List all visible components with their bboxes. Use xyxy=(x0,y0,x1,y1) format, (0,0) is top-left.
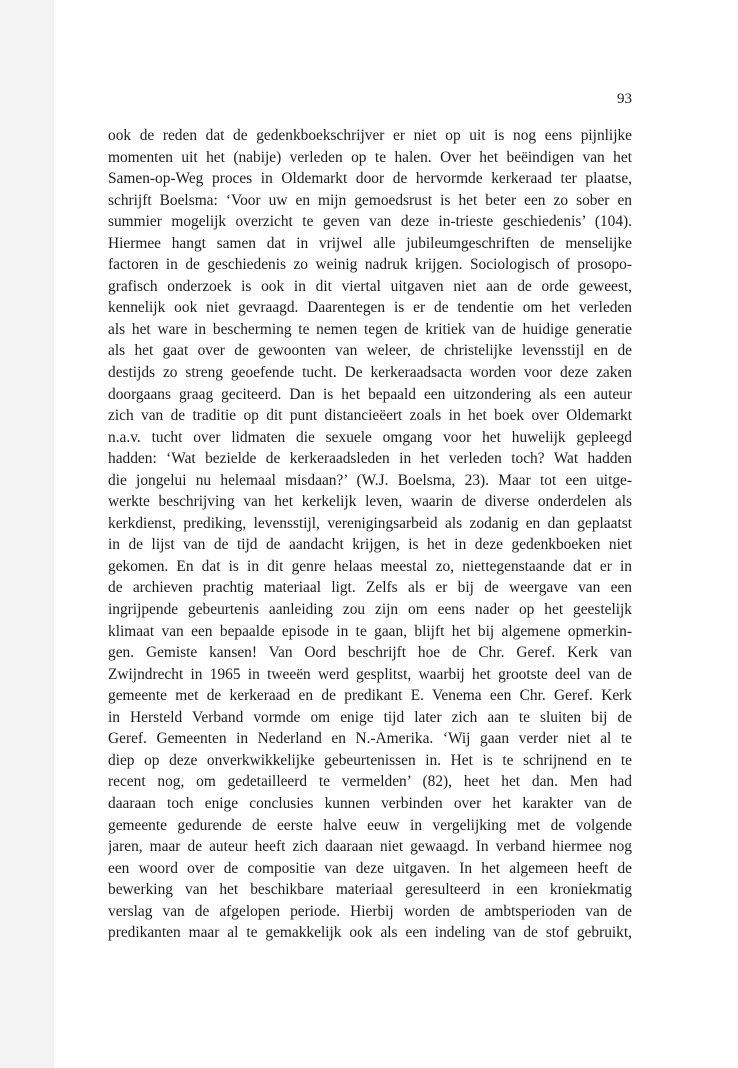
text-line: momenten uit het (nabije) verleden op te halen. Over het beëindigen van het xyxy=(108,148,632,166)
text-line: de archieven prachtig materiaal ligt. Zelfs als er bij de weergave van een xyxy=(108,579,632,597)
text-line: zich van de traditie op dit punt distancieëert zoals in het boek over Oldemarkt xyxy=(108,407,632,425)
scan-margin xyxy=(0,0,54,1068)
text-line: in de lijst van de tijd de aandacht krijgen, is het in deze gedenkboeken niet xyxy=(108,536,632,554)
text-line: Geref. Gemeenten in Nederland en N.-Amerika. ‘Wij gaan verder niet al te xyxy=(108,730,632,748)
text-line: n.a.v. tucht over lidmaten die sexuele omgang voor het huwelijk gepleegd xyxy=(108,428,632,446)
text-line: als het ware in bescherming te nemen tegen de kritiek van de huidige generatie xyxy=(108,320,632,338)
text-line: die jongelui nu helemaal misdaan?’ (W.J. Boelsma, 23). Maar tot een uitge- xyxy=(108,471,632,489)
text-line: gemeente met de kerkeraad en de predikant E. Venema een Chr. Geref. Kerk xyxy=(108,687,632,705)
text-line: Zwijndrecht in 1965 in tweeën werd gesplitst, waarbij het grootste deel van de xyxy=(108,665,632,683)
text-line: kennelijk ook niet gevraagd. Daarentegen is er de tendentie om het verleden xyxy=(108,299,632,317)
text-line: Samen-op-Weg proces in Oldemarkt door de hervormde kerkeraad ter plaatse, xyxy=(108,170,632,188)
page-number: 93 xyxy=(617,91,632,107)
text-line: diep op deze onverkwikkelijke gebeurtenissen in. Het is te schrijnend en te xyxy=(108,751,632,769)
text-line: ingrijpende gebeurtenis aanleiding zou zijn om eens nader op het geestelijk xyxy=(108,601,632,619)
text-line: grafisch onderzoek is ook in dit viertal uitgaven niet aan de orde geweest, xyxy=(108,277,632,295)
text-line: bewerking van het beschikbare materiaal geresulteerd in een kroniekmatig xyxy=(108,881,632,899)
text-line: gen. Gemiste kansen! Van Oord beschrijft hoe de Chr. Geref. Kerk van xyxy=(108,644,632,662)
text-line: in Hersteld Verband vormde om enige tijd later zich aan te sluiten bij de xyxy=(108,708,632,726)
text-line: factoren in de geschiedenis zo weinig nadruk krijgen. Sociologisch of prosopo- xyxy=(108,256,632,274)
text-line: destijds zo streng geoefende tucht. De kerkeraadsacta worden voor deze zaken xyxy=(108,364,632,382)
text-line: als het gaat over de gewoonten van weleer, de christelijke levensstijl en de xyxy=(108,342,632,360)
text-line: gekomen. En dat is in dit genre helaas meestal zo, niettegenstaande dat er in xyxy=(108,557,632,575)
text-line: gemeente gedurende de eerste halve eeuw in vergelijking met de volgende xyxy=(108,816,632,834)
text-line: schrijft Boelsma: ‘Voor uw en mijn gemoedsrust is het beter een zo sober en xyxy=(108,191,632,209)
text-line: predikanten maar al te gemakkelijk ook als een indeling van de stof gebruikt, xyxy=(108,924,632,942)
text-line: recent nog, om gedetailleerd te vermelden’ (82), heet het dan. Men had xyxy=(108,773,632,791)
text-line: ook de reden dat de gedenkboekschrijver er niet op uit is nog eens pijnlijke xyxy=(108,127,632,144)
text-line: daaraan toch enige conclusies kunnen verbinden over het karakter van de xyxy=(108,794,632,812)
text-line: jaren, maar de auteur heeft zich daaraan niet gewaagd. In verband hiermee nog xyxy=(108,838,632,856)
text-line: werkte beschrijving van het kerkelijk leven, waarin de diverse onderdelen als xyxy=(108,493,632,511)
text-line: klimaat van een bepaalde episode in te gaan, blijft het bij algemene opmerkin- xyxy=(108,622,632,640)
text-line: summier mogelijk overzicht te geven van deze in-trieste geschiedenis’ (104). xyxy=(108,213,632,231)
text-line: kerkdienst, prediking, levensstijl, verenigingsarbeid als zodanig en dan geplaatst xyxy=(108,514,632,532)
text-line: doorgaans graag geciteerd. Dan is het bepaald een uitzondering als een auteur xyxy=(108,385,632,403)
text-line: verslag van de afgelopen periode. Hierbij worden de ambtsperioden van de xyxy=(108,902,632,920)
text-line: Hiermee hangt samen dat in vrijwel alle jubileumgeschriften de menselijke xyxy=(108,234,632,252)
body-text xyxy=(108,125,632,944)
text-line: hadden: ‘Wat bezielde de kerkeraadsleden in het verleden toch? Wat hadden xyxy=(108,450,632,468)
text-line: een woord over de compositie van deze uitgaven. In het algemeen heeft de xyxy=(108,859,632,877)
